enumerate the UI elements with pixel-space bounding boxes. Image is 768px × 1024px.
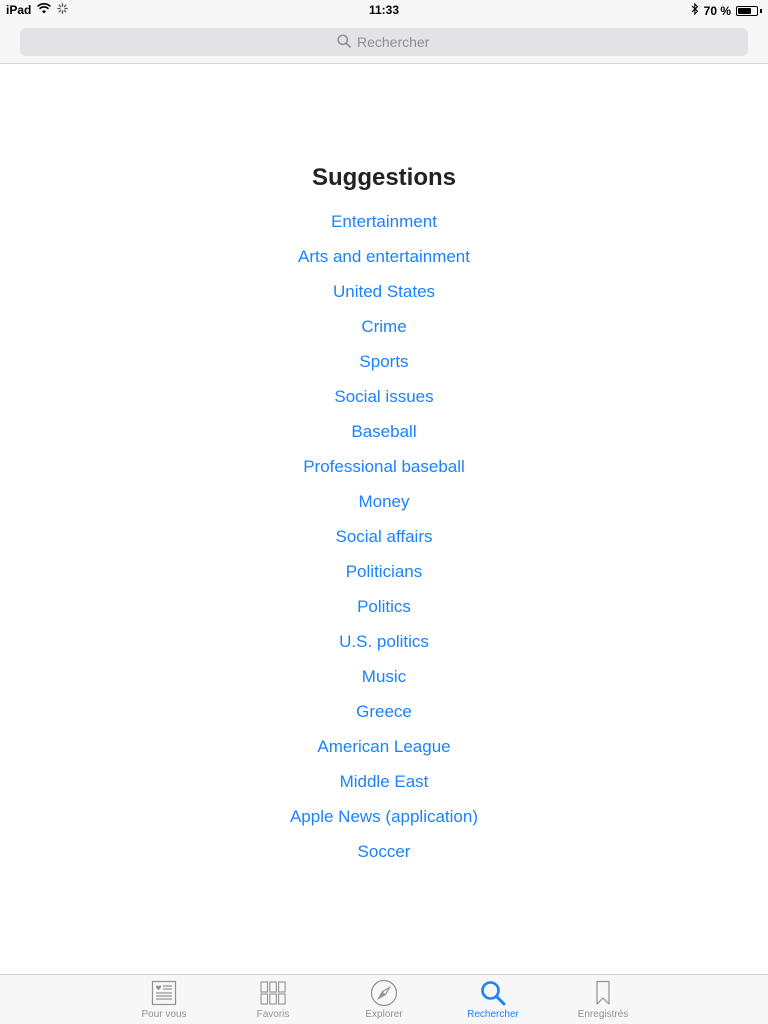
suggestion-item: [0, 484, 768, 519]
suggestion-link[interactable]: Social affairs: [335, 527, 433, 546]
device-name: iPad: [6, 3, 32, 17]
battery-percent: 70 %: [703, 3, 731, 18]
suggestion-link[interactable]: Professional baseball: [303, 457, 465, 476]
tab-enregistres[interactable]: [548, 975, 658, 1024]
suggestion-link[interactable]: U.S. politics: [339, 632, 429, 651]
compass-icon: [370, 979, 398, 1007]
suggestions-section: [0, 160, 768, 869]
suggestion-link[interactable]: Arts and entertainment: [298, 247, 470, 266]
tab-label: Enregistrés: [577, 1009, 629, 1020]
suggestion-link[interactable]: Middle East: [339, 772, 429, 791]
suggestion-item: [0, 449, 768, 484]
suggestion-link[interactable]: Sports: [359, 352, 409, 371]
suggestion-link[interactable]: Music: [361, 667, 407, 686]
suggestion-item: [0, 344, 768, 379]
grid-icon: [260, 980, 286, 1006]
suggestion-link[interactable]: Baseball: [351, 422, 417, 441]
suggestion-item: [0, 554, 768, 589]
battery-icon: [736, 6, 758, 16]
suggestion-link[interactable]: Politics: [357, 597, 411, 616]
search-field[interactable]: [20, 28, 748, 56]
suggestion-link[interactable]: Money: [358, 492, 410, 511]
tab-explorer[interactable]: [329, 975, 439, 1024]
suggestion-item: [0, 379, 768, 414]
suggestion-item: [0, 414, 768, 449]
suggestions-title: Suggestions: [311, 164, 456, 191]
search-icon: [480, 980, 506, 1006]
tab-label: Pour vous: [141, 1009, 187, 1020]
bookmark-icon: [590, 980, 616, 1006]
suggestion-link[interactable]: Entertainment: [331, 212, 437, 231]
suggestion-item: [0, 309, 768, 344]
suggestion-link[interactable]: Politicians: [345, 562, 423, 581]
search-input[interactable]: [357, 34, 431, 50]
tab-favoris[interactable]: [218, 975, 328, 1024]
suggestion-link[interactable]: Apple News (application): [289, 807, 479, 826]
newspaper-icon: [151, 980, 177, 1006]
suggestion-item: [0, 519, 768, 554]
status-bar: [0, 0, 768, 20]
tab-bar: [0, 974, 768, 1024]
suggestion-item: [0, 729, 768, 764]
suggestion-item: [0, 624, 768, 659]
search-icon: [337, 34, 351, 51]
tab-pour-vous[interactable]: [109, 975, 219, 1024]
suggestion-item: [0, 274, 768, 309]
suggestion-item: [0, 694, 768, 729]
suggestion-item: [0, 834, 768, 869]
suggestion-link[interactable]: Crime: [361, 317, 407, 336]
suggestion-item: [0, 764, 768, 799]
bluetooth-icon: [691, 3, 699, 18]
search-header: [0, 20, 768, 64]
battery-level: [738, 8, 751, 14]
suggestion-link[interactable]: Social issues: [334, 387, 434, 406]
suggestion-item: [0, 799, 768, 834]
tab-label: Explorer: [365, 1009, 403, 1020]
suggestion-link[interactable]: American League: [317, 737, 451, 756]
status-time: 11:33: [368, 3, 400, 17]
tab-rechercher[interactable]: [438, 975, 548, 1024]
suggestion-list: [0, 204, 768, 869]
suggestion-item: [0, 659, 768, 694]
suggestion-item: [0, 589, 768, 624]
suggestion-item: [0, 204, 768, 239]
tab-label: Rechercher: [467, 1009, 519, 1020]
suggestion-link[interactable]: Greece: [356, 702, 412, 721]
suggestion-link[interactable]: United States: [332, 282, 436, 301]
suggestion-link[interactable]: Soccer: [357, 842, 411, 861]
suggestion-item: [0, 239, 768, 274]
battery-tip: [760, 9, 762, 13]
status-right: [691, 3, 762, 18]
tab-label: Favoris: [256, 1009, 290, 1020]
